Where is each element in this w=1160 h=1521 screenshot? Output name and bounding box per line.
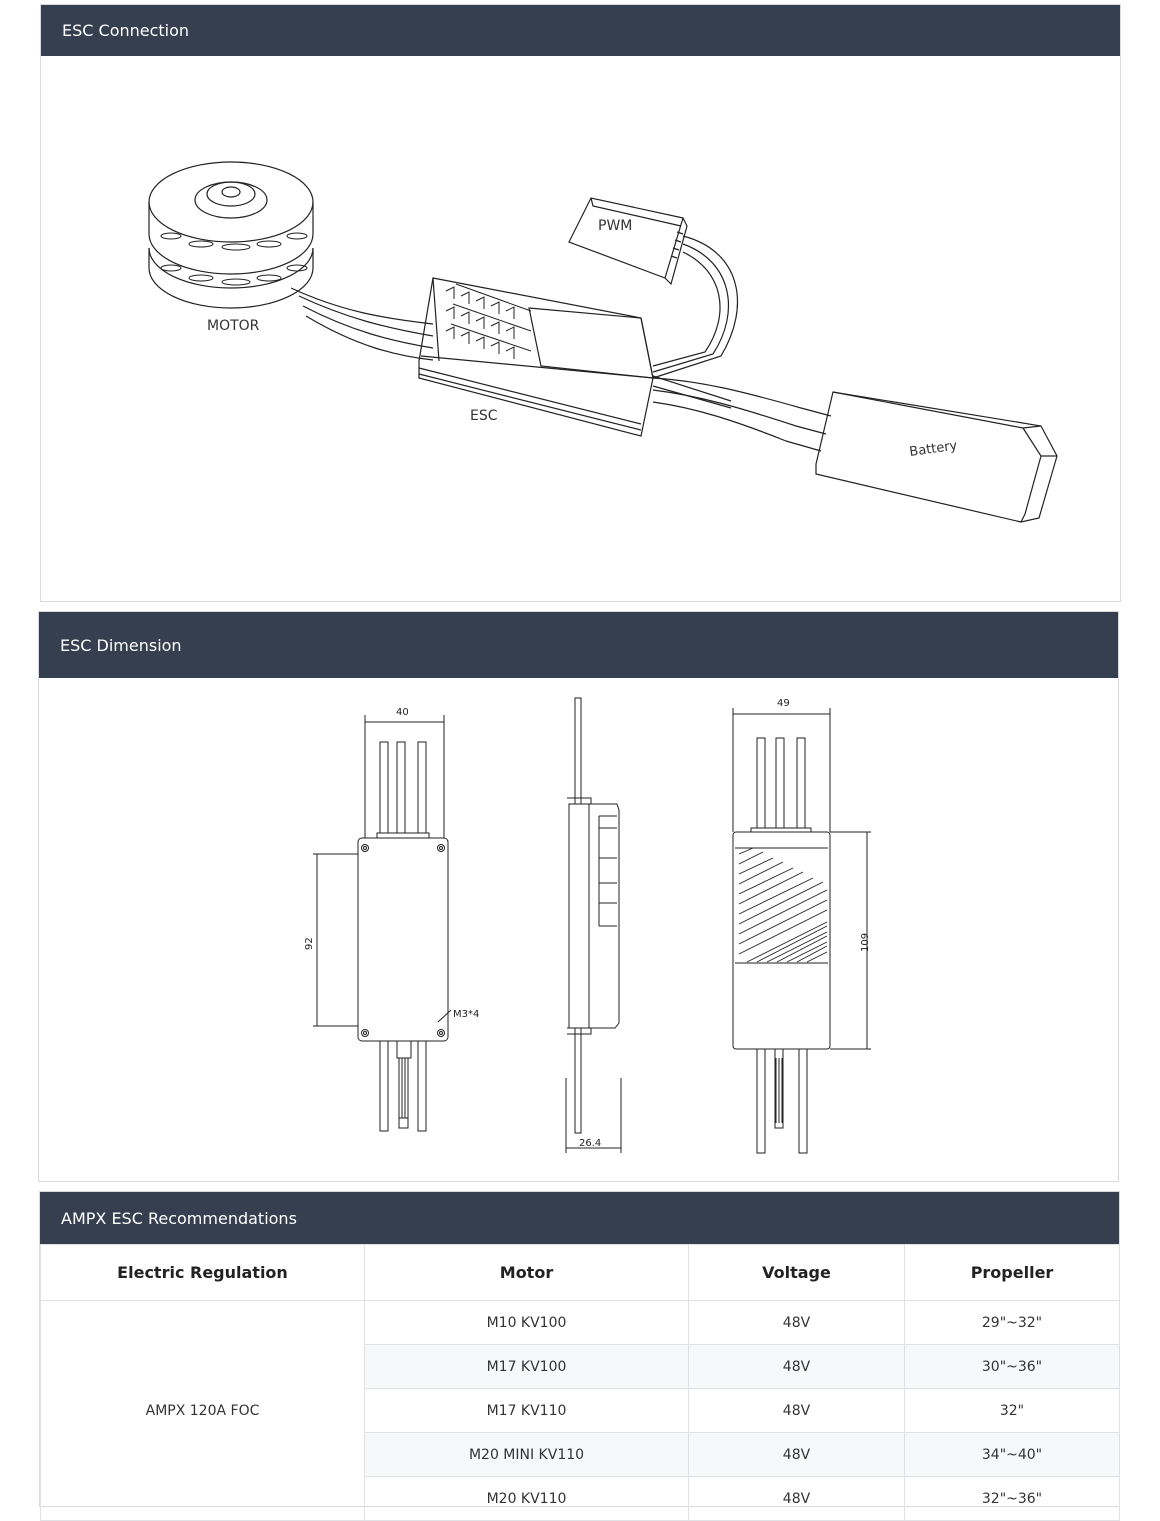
dim-width-49: 49 — [777, 698, 790, 709]
esc-connection-diagram — [41, 56, 1120, 601]
dim-height-92: 92 — [304, 937, 315, 950]
pwm-drawing — [569, 198, 687, 284]
voltage-cell: 48V — [689, 1433, 905, 1477]
dim-thickness-26: 26.4 — [579, 1138, 602, 1149]
side-view — [566, 698, 621, 1153]
dim-width-40: 40 — [396, 707, 409, 718]
dim-height-109: 109 — [860, 932, 871, 952]
recommendations-panel — [39, 1191, 1120, 1507]
table-row — [41, 1301, 1120, 1345]
motor-cell: M20 KV110 — [365, 1477, 689, 1521]
column-header-voltage: Voltage — [689, 1245, 905, 1301]
esc-dimension-header — [39, 612, 1118, 678]
motor-cables — [291, 288, 433, 360]
battery-cables — [653, 376, 831, 451]
propeller-cell: 29"~32" — [905, 1301, 1120, 1345]
voltage-cell: 48V — [689, 1345, 905, 1389]
propeller-cell: 30"~36" — [905, 1345, 1120, 1389]
esc-model-cell: AMPX 120A FOC — [41, 1301, 365, 1521]
pwm-cables — [653, 236, 737, 378]
column-header-electric-regulation: Electric Regulation — [41, 1245, 365, 1301]
battery-label: Battery — [908, 438, 959, 460]
recommendations-table — [40, 1244, 1120, 1521]
esc-connection-panel — [40, 4, 1121, 602]
motor-drawing — [149, 162, 313, 308]
column-header-propeller: Propeller — [905, 1245, 1120, 1301]
motor-cell: M17 KV110 — [365, 1389, 689, 1433]
propeller-cell: 32" — [905, 1389, 1120, 1433]
dim-mount-m3: M3*4 — [453, 1009, 480, 1020]
propeller-cell: 34"~40" — [905, 1433, 1120, 1477]
voltage-cell: 48V — [689, 1389, 905, 1433]
motor-label: MOTOR — [207, 318, 260, 334]
esc-dimension-title: ESC Dimension — [60, 635, 182, 655]
esc-dimension-panel — [38, 611, 1119, 1182]
esc-connection-title: ESC Connection — [62, 21, 190, 40]
motor-cell: M17 KV100 — [365, 1345, 689, 1389]
pwm-label: PWM — [598, 218, 633, 234]
voltage-cell: 48V — [689, 1477, 905, 1521]
esc-dimension-drawing — [39, 678, 1118, 1181]
esc-label: ESC — [470, 408, 498, 424]
motor-cell: M10 KV100 — [365, 1301, 689, 1345]
recommendations-header — [40, 1192, 1119, 1244]
battery-drawing — [816, 392, 1057, 522]
voltage-cell: 48V — [689, 1301, 905, 1345]
table-header-row — [41, 1245, 1120, 1301]
recommendations-table-wrap — [40, 1244, 1119, 1521]
column-header-motor: Motor — [365, 1245, 689, 1301]
esc-connection-header — [41, 5, 1120, 56]
propeller-cell: 32"~36" — [905, 1477, 1120, 1521]
motor-cell: M20 MINI KV110 — [365, 1433, 689, 1477]
esc-drawing — [419, 278, 653, 436]
recommendations-title: AMPX ESC Recommendations — [61, 1208, 297, 1228]
back-view — [733, 708, 871, 1153]
front-view — [313, 715, 451, 1131]
